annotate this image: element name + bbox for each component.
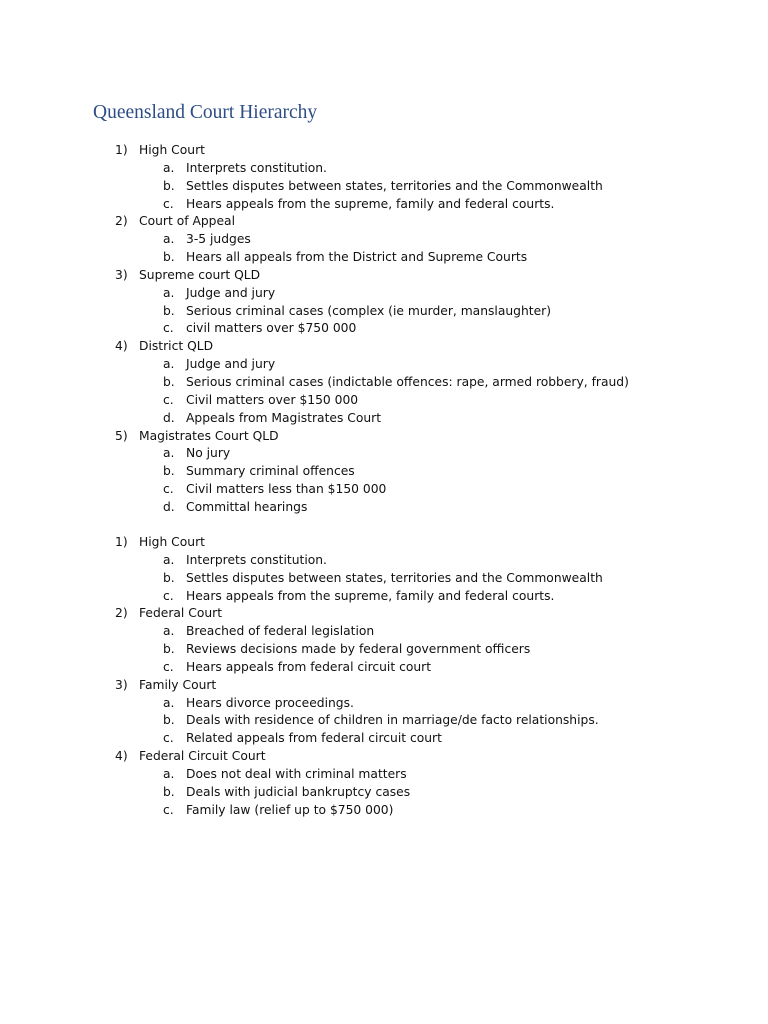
sub-list-item bbox=[0, 712, 768, 730]
sub-list-item bbox=[0, 374, 768, 392]
list-item bbox=[0, 267, 768, 285]
sub-item-letter: a. bbox=[163, 624, 175, 639]
sub-item-text: Reviews decisions made by federal government officers bbox=[186, 642, 531, 657]
sub-item-text: civil matters over $750 000 bbox=[186, 321, 357, 336]
sub-list-item bbox=[0, 356, 768, 374]
sub-list-item bbox=[0, 730, 768, 748]
sub-item-letter: a. bbox=[163, 232, 175, 247]
sub-item-letter: a. bbox=[163, 552, 175, 567]
sub-list-item bbox=[0, 178, 768, 196]
sub-list-item bbox=[0, 481, 768, 499]
court-name: High Court bbox=[139, 143, 205, 157]
list-item bbox=[0, 142, 768, 160]
sub-item-text: Settles disputes between states, territories and the Commonwealth bbox=[186, 178, 603, 193]
sub-list-item bbox=[0, 160, 768, 178]
sub-item-text: Summary criminal offences bbox=[186, 464, 355, 479]
sub-item-text: Interprets constitution. bbox=[186, 552, 327, 567]
sub-item-letter: b. bbox=[163, 713, 175, 728]
court-name: Magistrates Court QLD bbox=[139, 428, 279, 443]
list-item bbox=[0, 338, 768, 356]
list-item-number: 5) bbox=[115, 428, 128, 443]
sub-item-text: No jury bbox=[186, 446, 231, 461]
sub-item-text: Civil matters over $150 000 bbox=[186, 392, 359, 407]
sub-item-text: Breached of federal legislation bbox=[186, 624, 375, 639]
sub-list-item bbox=[0, 623, 768, 641]
list-item-number: 2) bbox=[115, 606, 128, 621]
sub-item-letter: b. bbox=[163, 464, 175, 479]
sub-item-letter: d. bbox=[163, 410, 175, 425]
sub-item-letter: c. bbox=[163, 731, 174, 746]
sub-item-text: Settles disputes between states, territories and the Commonwealth bbox=[186, 570, 603, 585]
sub-list-item bbox=[0, 802, 768, 820]
list-item bbox=[0, 428, 768, 446]
sub-item-letter: b. bbox=[163, 374, 175, 389]
sub-item-letter: b. bbox=[163, 250, 175, 265]
sub-list-item bbox=[0, 499, 768, 517]
sub-item-letter: c. bbox=[163, 196, 174, 211]
sub-item-text: Civil matters less than $150 000 bbox=[186, 482, 387, 497]
court-name: Federal Circuit Court bbox=[139, 749, 266, 764]
sub-item-text: Hears all appeals from the District and Supreme Courts bbox=[186, 250, 528, 265]
court-name: High Court bbox=[139, 535, 205, 549]
sub-list-item bbox=[0, 695, 768, 713]
sub-list-item bbox=[0, 231, 768, 249]
sub-item-letter: b. bbox=[163, 178, 175, 193]
list-item-number: 4) bbox=[115, 749, 128, 764]
sub-item-letter: d. bbox=[163, 499, 175, 514]
sub-list-item bbox=[0, 552, 768, 570]
sub-item-letter: b. bbox=[163, 303, 175, 318]
sub-list-item bbox=[0, 303, 768, 321]
sub-list-item bbox=[0, 445, 768, 463]
sub-item-text: Judge and jury bbox=[186, 285, 276, 300]
sub-list-item bbox=[0, 659, 768, 677]
page-title: Queensland Court Hierarchy bbox=[93, 102, 318, 123]
sub-item-text: Hears appeals from the supreme, family and federal courts. bbox=[186, 196, 555, 211]
sub-list-item bbox=[0, 285, 768, 303]
sub-item-text: Deals with residence of children in marriage/de facto relationships. bbox=[186, 713, 599, 728]
court-name: Supreme court QLD bbox=[139, 267, 261, 282]
sub-item-text: Does not deal with criminal matters bbox=[186, 766, 407, 781]
sub-item-letter: a. bbox=[163, 357, 175, 372]
sub-item-letter: a. bbox=[163, 160, 175, 175]
court-name: District QLD bbox=[139, 339, 214, 354]
sub-item-letter: a. bbox=[163, 695, 175, 710]
sub-item-letter: c. bbox=[163, 802, 174, 817]
sub-item-text: 3-5 judges bbox=[186, 232, 251, 247]
sub-item-letter: a. bbox=[163, 766, 175, 781]
court-name: Court of Appeal bbox=[139, 214, 235, 229]
sub-list-item bbox=[0, 766, 768, 784]
sub-item-text: Committal hearings bbox=[186, 499, 308, 514]
sub-item-letter: c. bbox=[163, 482, 174, 497]
list-item bbox=[0, 677, 768, 695]
sub-item-text: Judge and jury bbox=[186, 357, 276, 372]
sub-list-item bbox=[0, 392, 768, 410]
sub-list-item bbox=[0, 570, 768, 588]
sub-item-letter: b. bbox=[163, 642, 175, 657]
sub-item-text: Deals with judicial bankruptcy cases bbox=[186, 784, 411, 799]
list-item bbox=[0, 605, 768, 623]
sub-list-item bbox=[0, 196, 768, 214]
sub-item-letter: b. bbox=[163, 570, 175, 585]
sub-item-text: Serious criminal cases (indictable offences: rape, armed robbery, fraud) bbox=[186, 374, 629, 389]
court-list-state bbox=[0, 142, 768, 517]
sub-list-item bbox=[0, 410, 768, 428]
list-item-number: 1) bbox=[115, 143, 128, 157]
court-name: Family Court bbox=[139, 677, 217, 692]
list-item-number: 3) bbox=[115, 267, 128, 282]
sub-item-letter: c. bbox=[163, 321, 174, 336]
sub-item-letter: c. bbox=[163, 659, 174, 674]
sub-item-letter: c. bbox=[163, 392, 174, 407]
list-item-number: 4) bbox=[115, 339, 128, 354]
court-name: Federal Court bbox=[139, 606, 223, 621]
sub-list-item bbox=[0, 641, 768, 659]
sub-list-item bbox=[0, 463, 768, 481]
sub-item-text: Related appeals from federal circuit court bbox=[186, 731, 442, 746]
list-item-number: 1) bbox=[115, 535, 128, 549]
sub-item-letter: b. bbox=[163, 784, 175, 799]
list-item bbox=[0, 534, 768, 552]
sub-item-text: Hears appeals from federal circuit court bbox=[186, 659, 432, 674]
sub-item-text: Family law (relief up to $750 000) bbox=[186, 802, 394, 817]
list-item bbox=[0, 748, 768, 766]
sub-item-letter: a. bbox=[163, 446, 175, 461]
list-item bbox=[0, 213, 768, 231]
sub-list-item bbox=[0, 588, 768, 606]
list-item-number: 2) bbox=[115, 214, 128, 229]
sub-list-item bbox=[0, 784, 768, 802]
sub-item-letter: a. bbox=[163, 285, 175, 300]
sub-item-text: Interprets constitution. bbox=[186, 160, 327, 175]
court-list-federal bbox=[0, 534, 768, 820]
list-item-number: 3) bbox=[115, 677, 128, 692]
sub-item-text: Hears appeals from the supreme, family and federal courts. bbox=[186, 588, 555, 603]
sub-list-item bbox=[0, 249, 768, 267]
sub-item-text: Appeals from Magistrates Court bbox=[186, 410, 382, 425]
sub-list-item bbox=[0, 320, 768, 338]
sub-item-text: Hears divorce proceedings. bbox=[186, 695, 354, 710]
sub-item-text: Serious criminal cases (complex (ie murder, manslaughter) bbox=[186, 303, 552, 318]
sub-item-letter: c. bbox=[163, 588, 174, 603]
